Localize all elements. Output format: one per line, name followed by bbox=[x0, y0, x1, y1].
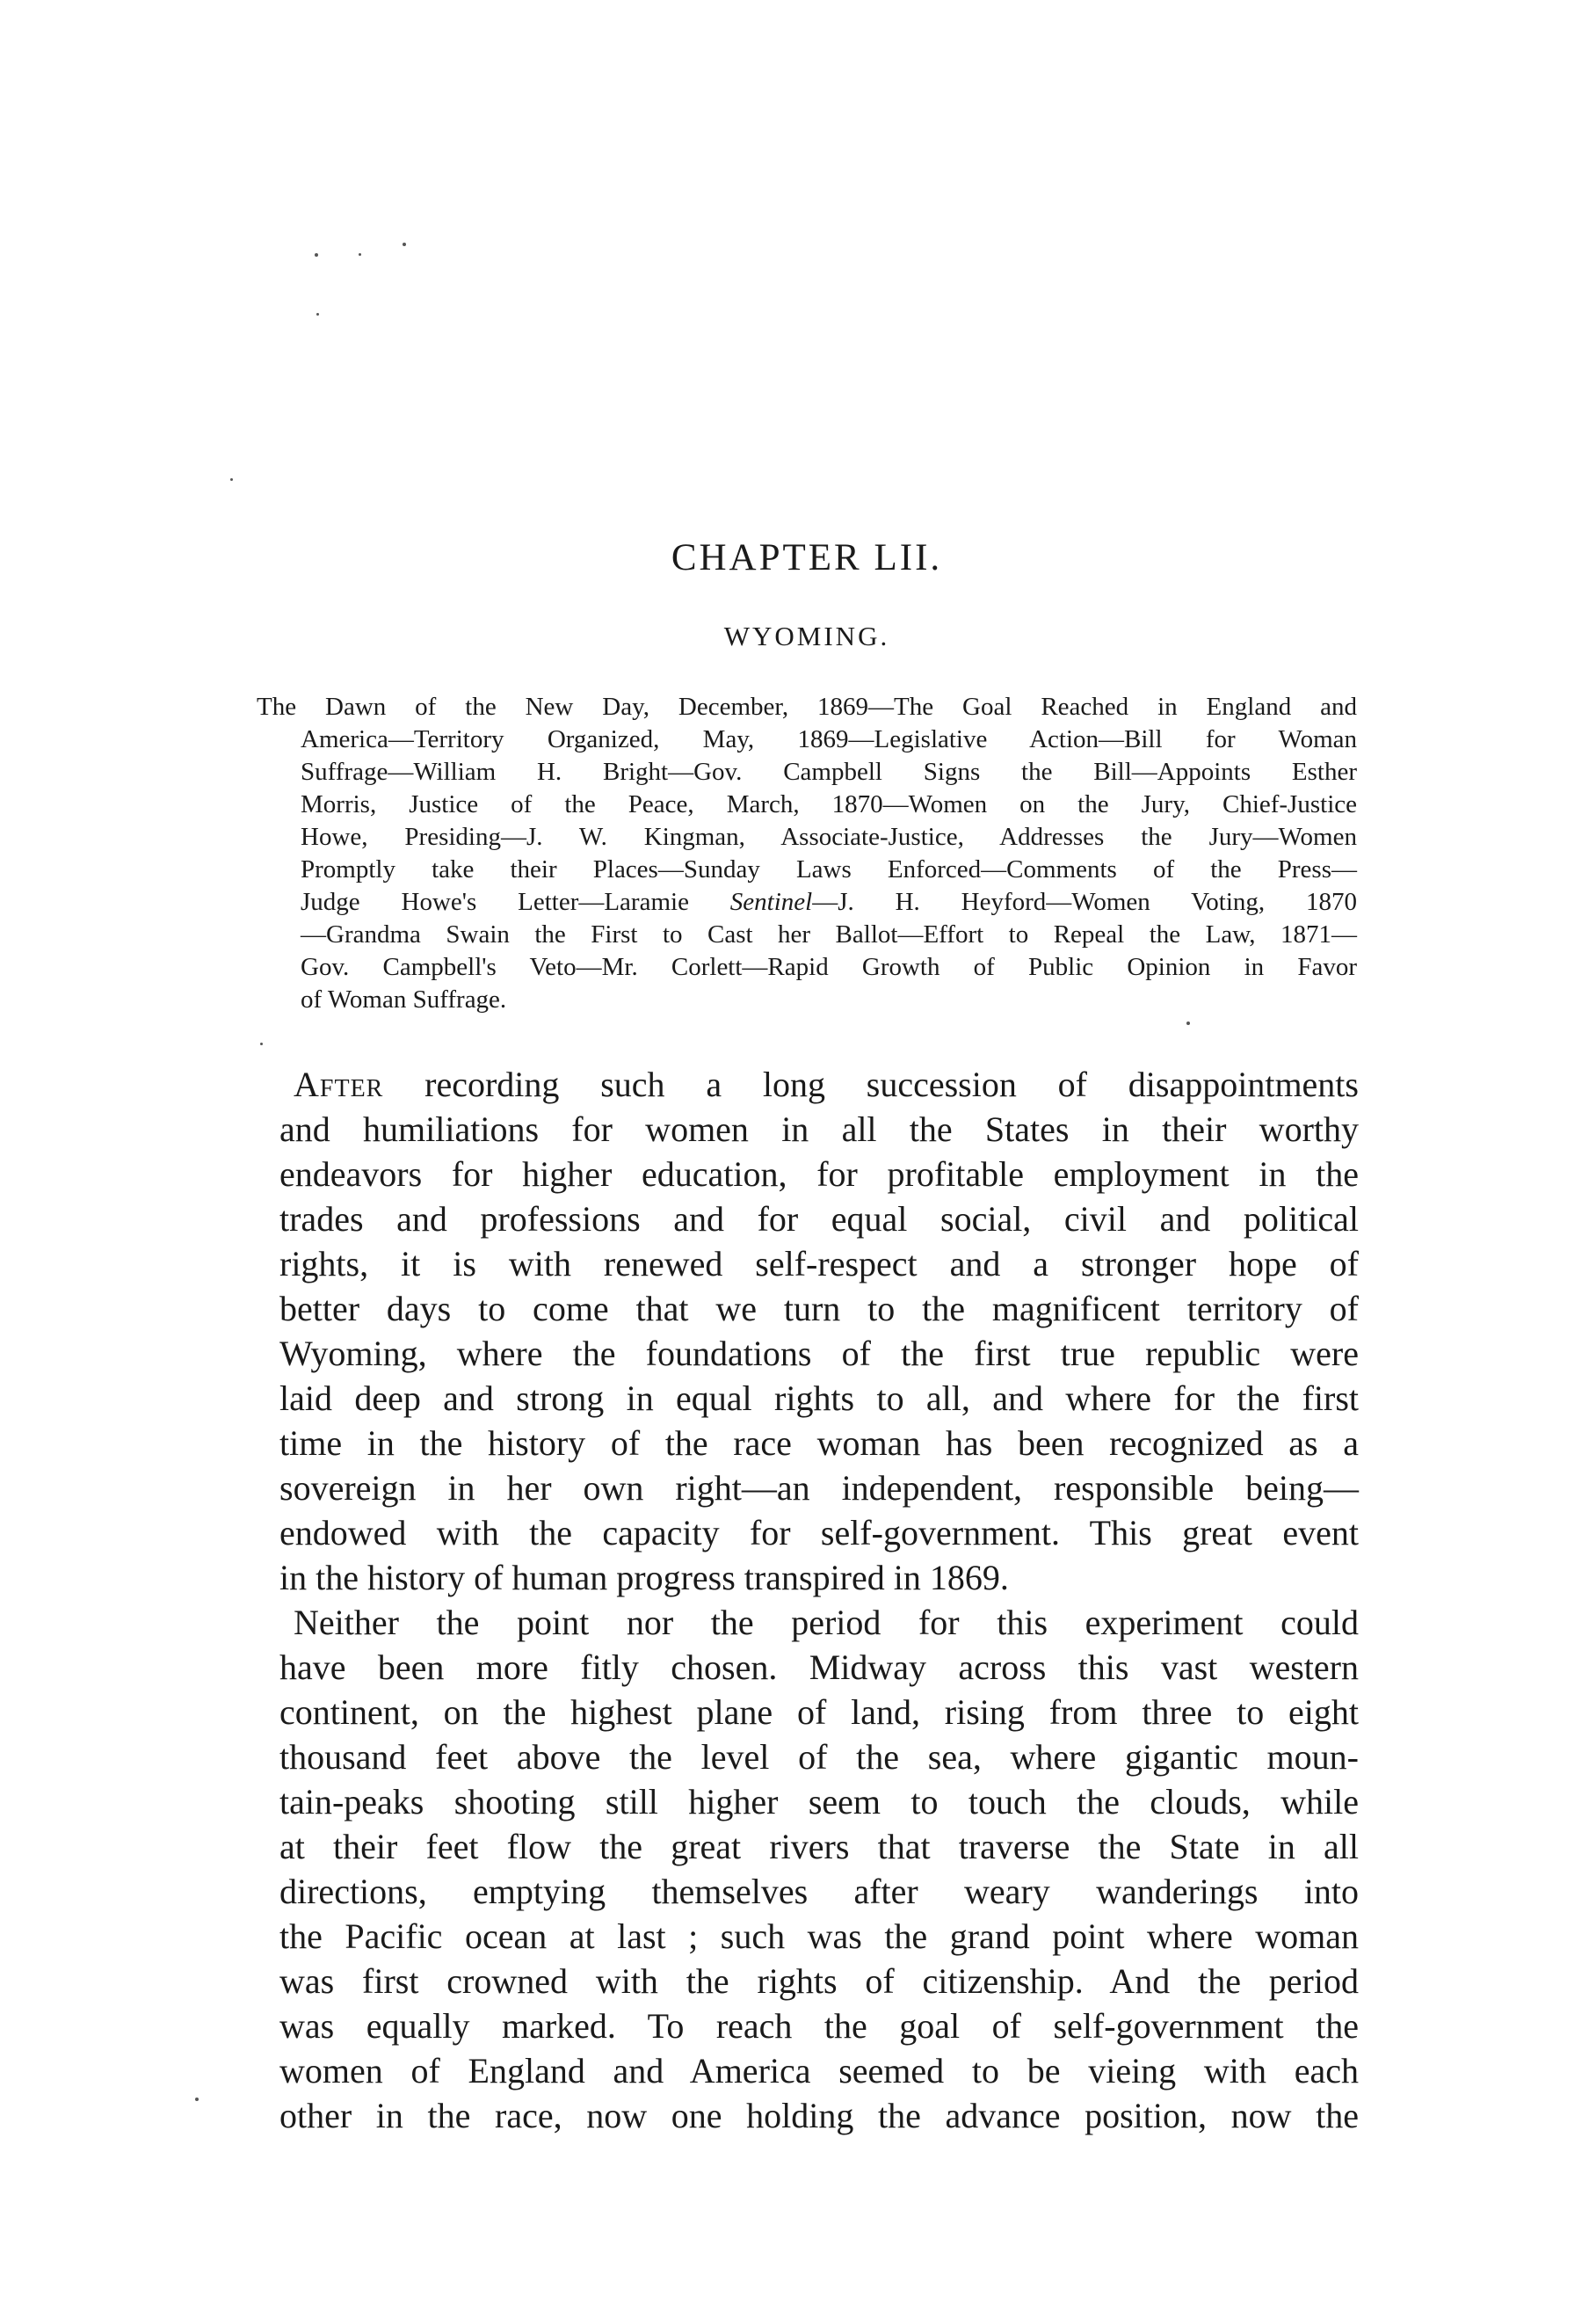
scan-speck bbox=[359, 253, 361, 256]
scan-speck bbox=[1186, 1022, 1190, 1025]
paragraph-line: continent, on the highest plane of land, rising from three to eight bbox=[279, 1692, 1359, 1732]
synopsis-italic-title: Sentinel bbox=[729, 888, 813, 916]
synopsis-line-part: —J. H. Heyford—Women Voting, 1870 bbox=[812, 888, 1357, 916]
scan-speck bbox=[403, 243, 406, 246]
synopsis-line: America—Territory Organized, May, 1869—Legislative Action—Bill for Woman bbox=[301, 725, 1357, 753]
paragraph-line: Neither the point nor the period for this experiment could bbox=[294, 1603, 1359, 1642]
scan-speck bbox=[260, 1043, 263, 1045]
scan-speck bbox=[315, 253, 318, 257]
paragraph-line: was equally marked. To reach the goal of self-government the bbox=[279, 2006, 1359, 2046]
body-text bbox=[279, 1062, 1359, 2138]
paragraph-line: laid deep and strong in equal rights to all, and where for the first bbox=[279, 1378, 1359, 1418]
synopsis-line: Suffrage—William H. Bright—Gov. Campbell Signs the Bill—Appoints Esther bbox=[301, 758, 1357, 786]
paragraph-line: time in the history of the race woman has been recognized as a bbox=[279, 1423, 1359, 1463]
paragraph-line: rights, it is with renewed self-respect and a stronger hope of bbox=[279, 1244, 1359, 1283]
paragraph-line: have been more fitly chosen. Midway across this vast western bbox=[279, 1647, 1359, 1687]
scan-speck bbox=[230, 478, 233, 481]
paragraph-line: the Pacific ocean at last ; such was the grand point where woman bbox=[279, 1916, 1359, 1956]
paragraph-line: at their feet flow the great rivers that traverse the State in all bbox=[279, 1827, 1359, 1866]
paragraph-line: thousand feet above the level of the sea, where gigantic moun- bbox=[279, 1737, 1359, 1777]
synopsis-line-part: Judge Howe's Letter—Laramie bbox=[301, 888, 730, 916]
synopsis-line: Promptly take their Places—Sunday Laws Enforced—Comments of the Press— bbox=[301, 855, 1357, 883]
scan-speck bbox=[316, 313, 319, 316]
chapter-title: CHAPTER LII. bbox=[671, 537, 943, 578]
paragraph-line: tain-peaks shooting still higher seem to touch the clouds, while bbox=[279, 1782, 1359, 1821]
synopsis-line: —Grandma Swain the First to Cast her Ballot—Effort to Repeal the Law, 1871— bbox=[301, 920, 1357, 949]
paragraph-line bbox=[279, 1062, 1359, 1107]
synopsis-line: of Woman Suffrage. bbox=[301, 985, 507, 1014]
paragraph-line: endowed with the capacity for self-government. This great event bbox=[279, 1513, 1359, 1552]
synopsis-line: Gov. Campbell's Veto—Mr. Corlett—Rapid Growth of Public Opinion in Favor bbox=[301, 953, 1357, 981]
paragraph-line: endeavors for higher education, for profitable employment in the bbox=[279, 1154, 1359, 1194]
synopsis-line: The Dawn of the New Day, December, 1869—The Goal Reached in England and bbox=[257, 693, 1357, 721]
synopsis-line: Morris, Justice of the Peace, March, 1870—Women on the Jury, Chief-Justice bbox=[301, 790, 1357, 818]
chapter-subtitle: WYOMING. bbox=[723, 621, 890, 651]
paragraph-line: was first crowned with the rights of citizenship. And the period bbox=[279, 1961, 1359, 2001]
synopsis-line bbox=[257, 886, 1357, 919]
paragraph-line: trades and professions and for equal social, civil and political bbox=[279, 1199, 1359, 1239]
scan-speck bbox=[195, 2098, 199, 2101]
paragraph-line: Wyoming, where the foundations of the first true republic were bbox=[279, 1334, 1359, 1373]
synopsis-line: Howe, Presiding—J. W. Kingman, Associate-Justice, Addresses the Jury—Women bbox=[301, 823, 1357, 851]
paragraph-line-part: recording such a long succession of disappointments bbox=[383, 1065, 1359, 1104]
paragraph-line: women of England and America seemed to be vieing with each bbox=[279, 2051, 1359, 2090]
chapter-synopsis bbox=[257, 691, 1357, 1016]
paragraph-line: and humiliations for women in all the States in their worthy bbox=[279, 1109, 1359, 1149]
paragraph-lead-word: After bbox=[294, 1065, 384, 1104]
paragraph-line: directions, emptying themselves after weary wanderings into bbox=[279, 1872, 1359, 1911]
paragraph-line: other in the race, now one holding the advance position, now the bbox=[279, 2096, 1359, 2135]
paragraph-line: better days to come that we turn to the magnificent territory of bbox=[279, 1289, 1359, 1328]
paragraph-line: in the history of human progress transpired in 1869. bbox=[279, 1558, 1009, 1597]
paragraph-line: sovereign in her own right—an independent, responsible being— bbox=[279, 1468, 1359, 1508]
